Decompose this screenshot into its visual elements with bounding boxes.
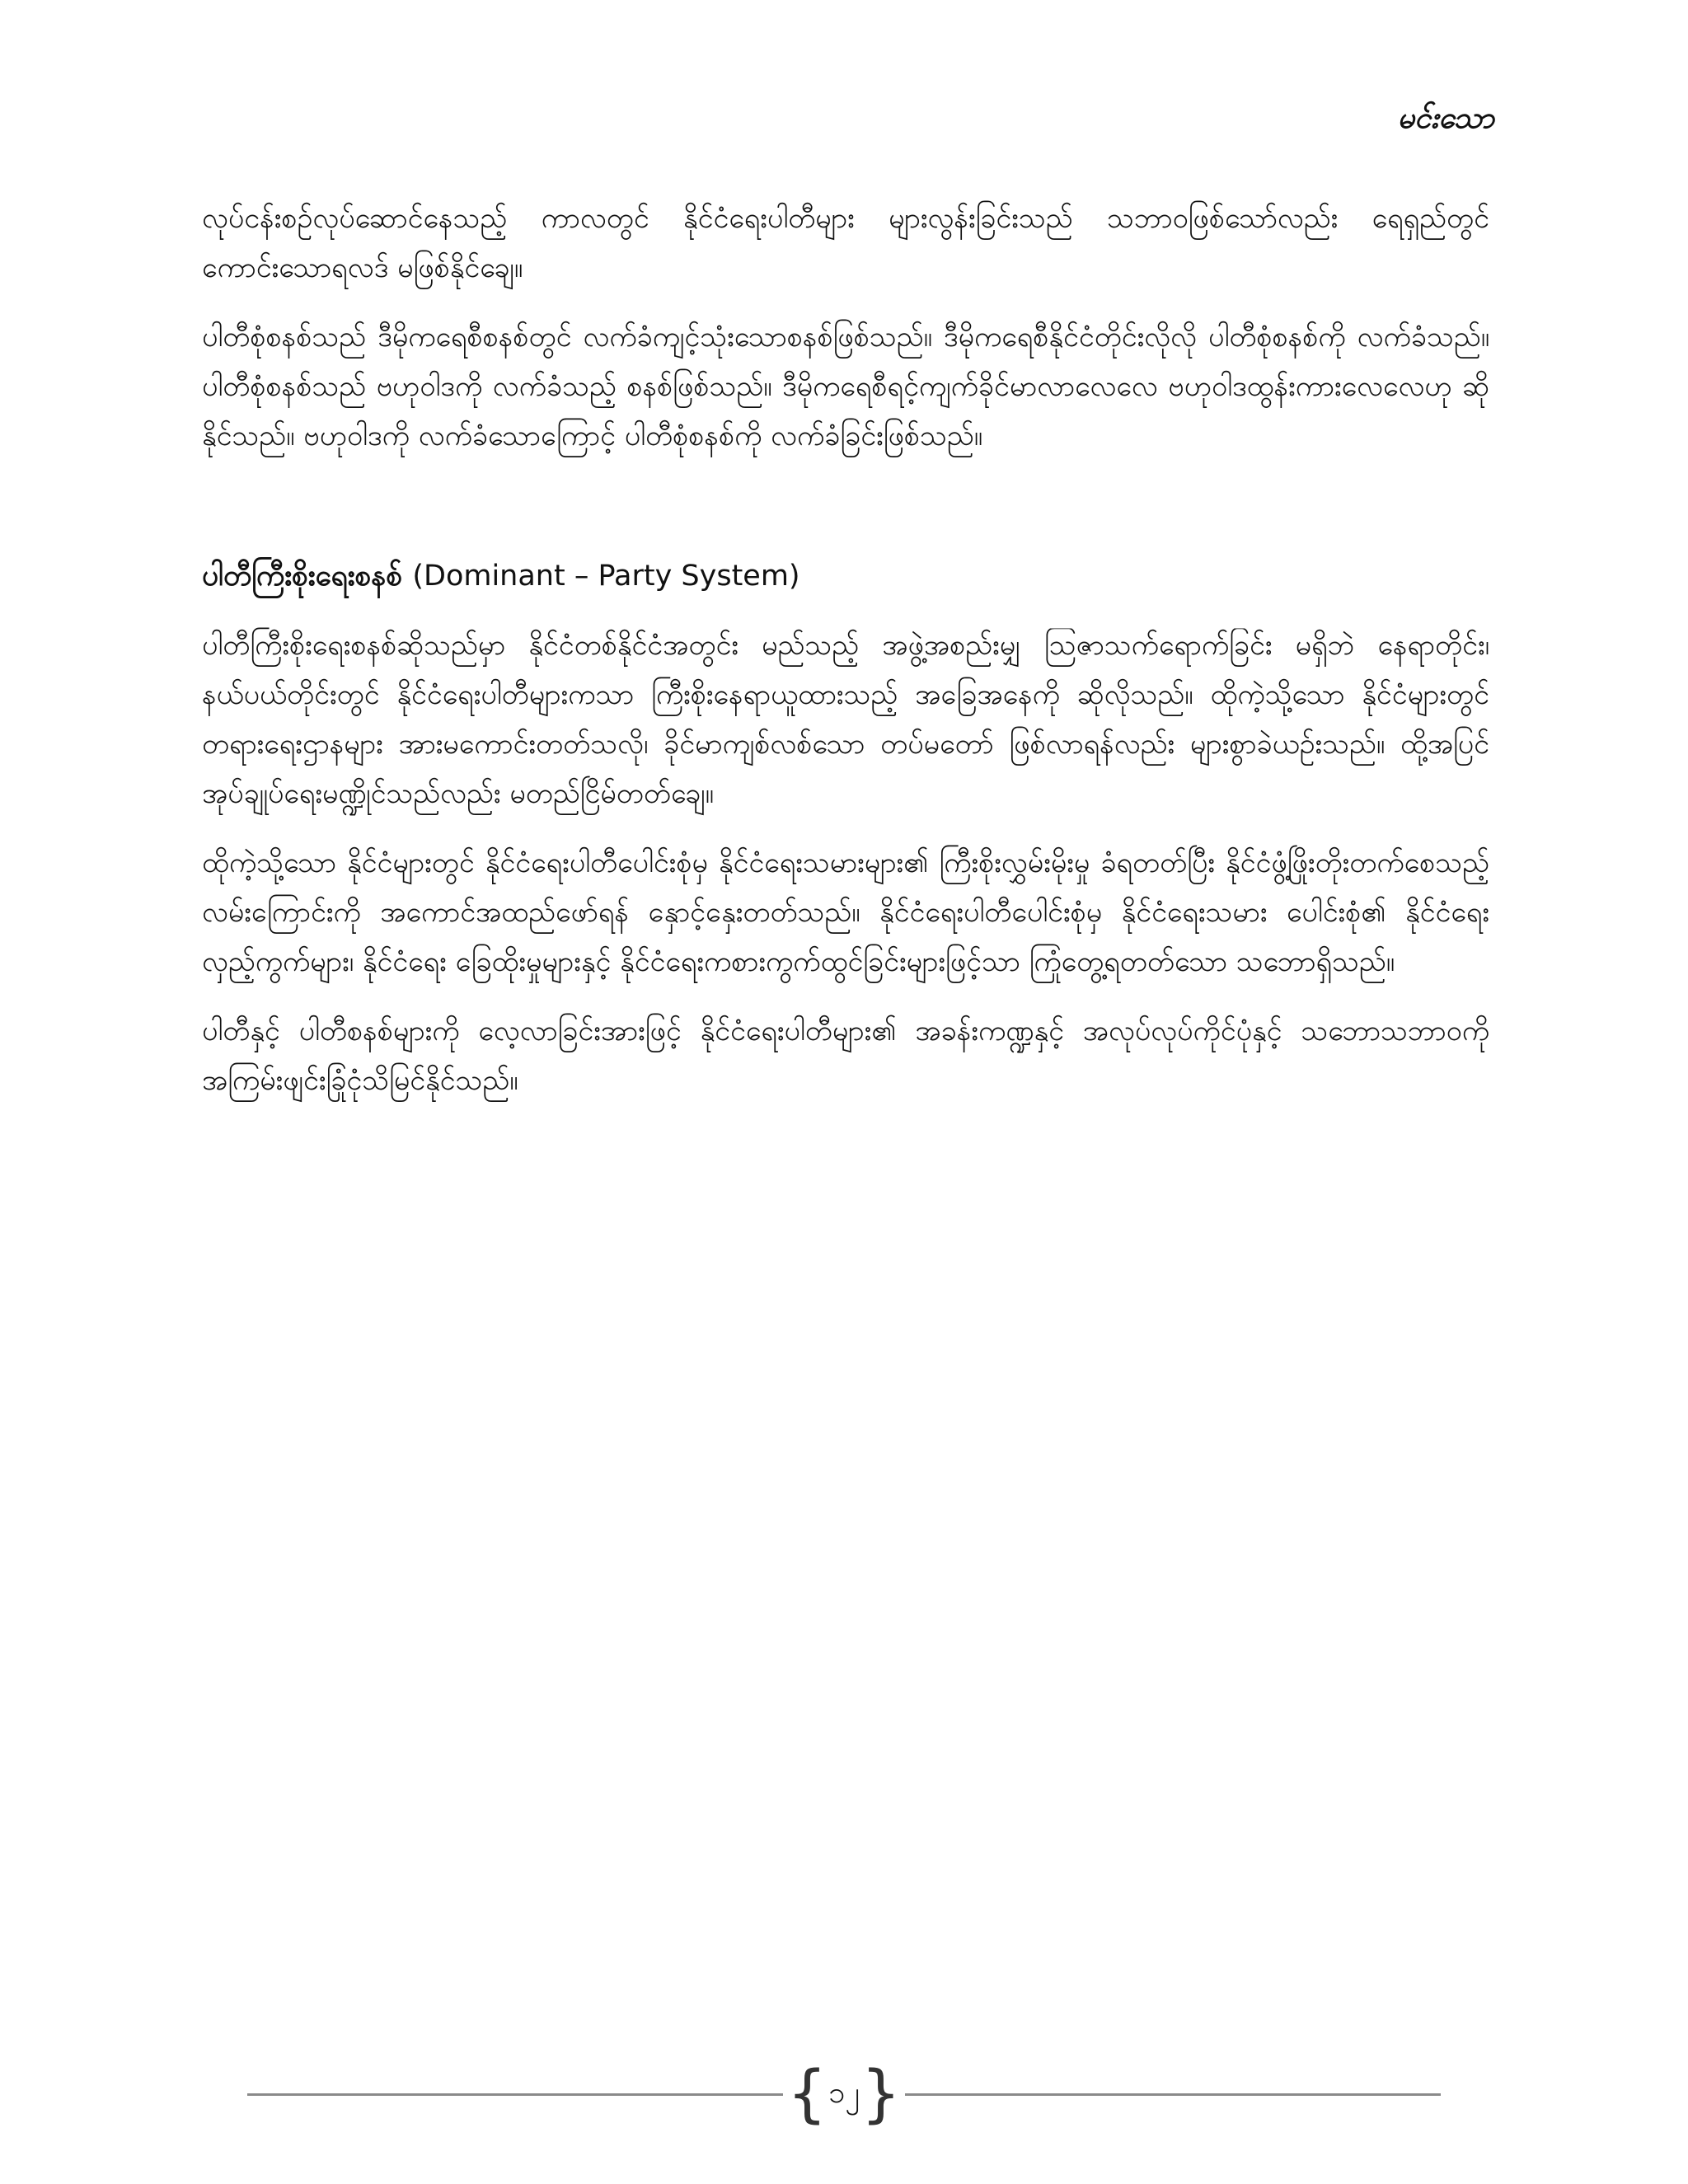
section-spacer <box>202 461 1489 551</box>
body-paragraph: ထိုကဲ့သို့သော နိုင်ငံများတွင် နိုင်ငံရေးပါတီပေါင်းစုံမှ နိုင်ငံရေးသမားများ၏ ကြီးစိုးလွှမ်းမိုးမှု ခံရတတ်ပြီး နိုင်ငံဖွံ့ဖြိုးတိုးတက်စေသည့် လမ်းကြောင်းကို အကောင်အထည်ဖော်ရန် နှောင့်နှေးတတ်သည်။ နိုင်ငံရေးပါတီပေါင်းစုံမှ နိုင်ငံရေးသမား ပေါင်းစုံ၏ နိုင်ငံရေးလှည့်ကွက်များ၊ နိုင်ငံရေး ခြေထိုးမှုများနှင့် နိုင်ငံရေးကစားကွက်ထွင်ခြင်းများဖြင့်သာ ကြုံတွေ့ရတတ်သော သဘောရှိသည်။ <box>202 846 1489 978</box>
section-heading-myanmar: ပါတီကြီးစိုးရေးစနစ် <box>202 560 403 593</box>
paragraph-spacer <box>202 601 1489 621</box>
paragraph-spacer <box>202 987 1489 1006</box>
page-body <box>202 194 1489 1105</box>
section-heading-english: (Dominant – Party System) <box>412 560 800 593</box>
paragraph-spacer <box>202 818 1489 838</box>
footer-brace-open: { <box>787 2056 828 2130</box>
page-footer <box>247 2056 1441 2130</box>
footer-brace-close: } <box>860 2056 901 2130</box>
body-paragraph: ပါတီကြီးစိုးရေးစနစ်ဆိုသည်မှာ နိုင်ငံတစ်နိုင်ငံအတွင်း မည်သည့် အဖွဲ့အစည်းမျှ ဩဇာသက်ရောက်ခြင်း မရှိဘဲ နေရာတိုင်း၊ နယ်ပယ်တိုင်းတွင် နိုင်ငံရေးပါတီများကသာ ကြီးစိုးနေရာယူထားသည့် အခြေအနေကို ဆိုလိုသည်။ ထိုကဲ့သို့သော နိုင်ငံများတွင် တရားရေးဌာနများ အားမကောင်းတတ်သလို၊ ခိုင်မာကျစ်လစ်သော တပ်မတော် ဖြစ်လာရန်လည်း များစွာခဲယဉ်းသည်။ ထို့အပြင် အုပ်ချုပ်ရေးမဏ္ဍိုင်သည်လည်း မတည်ငြိမ်တတ်ချေ။ <box>202 629 1489 810</box>
body-paragraph: ပါတီနှင့် ပါတီစနစ်များကို လေ့လာခြင်းအားဖြင့် နိုင်ငံရေးပါတီများ၏ အခန်းကဏ္ဍနှင့် အလုပ်လုပ်ကိုင်ပုံနှင့် သဘောသဘာဝကို အကြမ်းဖျင်းခြုံငုံသိမြင်နိုင်သည်။ <box>202 1015 1489 1097</box>
footer-rule-right <box>905 2093 1441 2096</box>
footer-rule-left <box>247 2093 783 2096</box>
paragraph-spacer <box>202 293 1489 312</box>
section-heading <box>202 551 1489 601</box>
page-number: ၁၂ <box>828 2076 860 2110</box>
running-header-title: မင်းသော <box>1397 101 1494 135</box>
body-paragraph: လုပ်ငန်းစဉ်လုပ်ဆောင်နေသည့် ကာလတွင် နိုင်ငံရေးပါတီများ များလွန်းခြင်းသည် သဘာဝဖြစ်သော်လည်း ရေရှည်တွင် ကောင်းသောရလဒ် မဖြစ်နိုင်ချေ။ <box>202 202 1489 284</box>
body-paragraph: ပါတီစုံစနစ်သည် ဒီမိုကရေစီစနစ်တွင် လက်ခံကျင့်သုံးသောစနစ်ဖြစ်သည်။ ဒီမိုကရေစီနိုင်ငံတိုင်းလိုလို ပါတီစုံစနစ်ကို လက်ခံသည်။ ပါတီစုံစနစ်သည် ဗဟုဝါဒကို လက်ခံသည့် စနစ်ဖြစ်သည်။ ဒီမိုကရေစီရင့်ကျက်ခိုင်မာလာလေလေ ဗဟုဝါဒထွန်းကားလေလေဟု ဆိုနိုင်သည်။ ဗဟုဝါဒကို လက်ခံသောကြောင့် ပါတီစုံစနစ်ကို လက်ခံခြင်းဖြစ်သည်။ <box>202 321 1489 452</box>
